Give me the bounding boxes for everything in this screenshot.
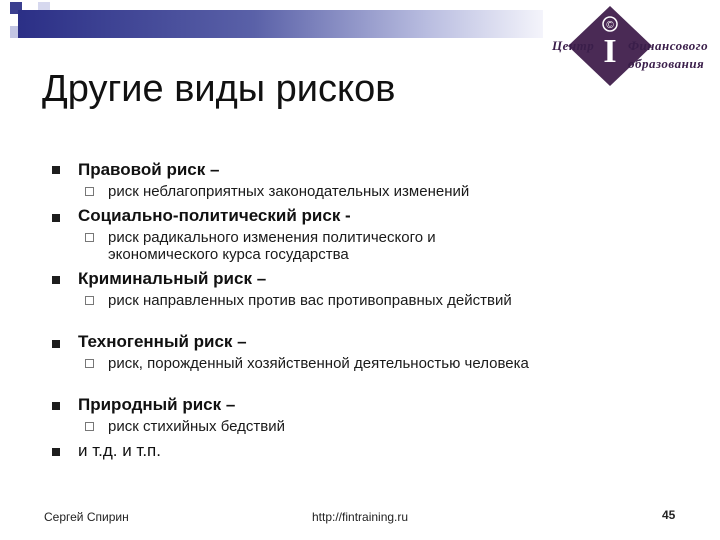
header-gradient-bar: [18, 10, 543, 38]
logo-text-1: Центр: [552, 38, 595, 53]
bullet-icon: [52, 402, 60, 410]
footer-author: Сергей Спирин: [44, 510, 129, 524]
logo-copyright: ©: [606, 20, 614, 31]
logo-text-3: образования: [628, 56, 705, 71]
bullet-icon: [52, 214, 60, 222]
bullet-icon: [52, 276, 60, 284]
checkbox-bullet-icon: [85, 359, 94, 368]
risk-item-description: риск стихийных бедствий: [108, 418, 285, 435]
risk-item-title: Природный риск –: [78, 395, 236, 414]
checkbox-bullet-icon: [85, 422, 94, 431]
checkbox-bullet-icon: [85, 187, 94, 196]
risk-item-description: риск направленных против вас противоправных действий: [108, 292, 512, 309]
checkbox-bullet-icon: [85, 296, 94, 305]
bullet-icon: [52, 340, 60, 348]
risk-item-description: риск радикального изменения политического и экономического курса государства: [108, 229, 436, 263]
logo-mark: I: [603, 33, 617, 70]
risk-item-description: риск неблагоприятных законодательных изменений: [108, 183, 470, 200]
risk-item-title: Техногенный риск –: [78, 332, 247, 351]
risk-item-title: Правовой риск –: [78, 160, 220, 179]
slide-title: Другие виды рисков: [42, 68, 396, 110]
checkbox-bullet-icon: [85, 233, 94, 242]
page-number: 45: [662, 508, 676, 522]
risk-item-title: и т.д. и т.п.: [78, 441, 161, 460]
risk-item-description: риск, порожденный хозяйственной деятельностью человека: [108, 355, 529, 372]
logo-text-2: Финансового: [628, 38, 709, 53]
risk-item-title: Криминальный риск –: [78, 269, 267, 288]
footer-url[interactable]: http://fintraining.ru: [312, 510, 409, 524]
bullet-icon: [52, 448, 60, 456]
logo: [552, 4, 717, 88]
risk-item-title: Социально-политический риск -: [78, 206, 351, 225]
bullet-icon: [52, 166, 60, 174]
